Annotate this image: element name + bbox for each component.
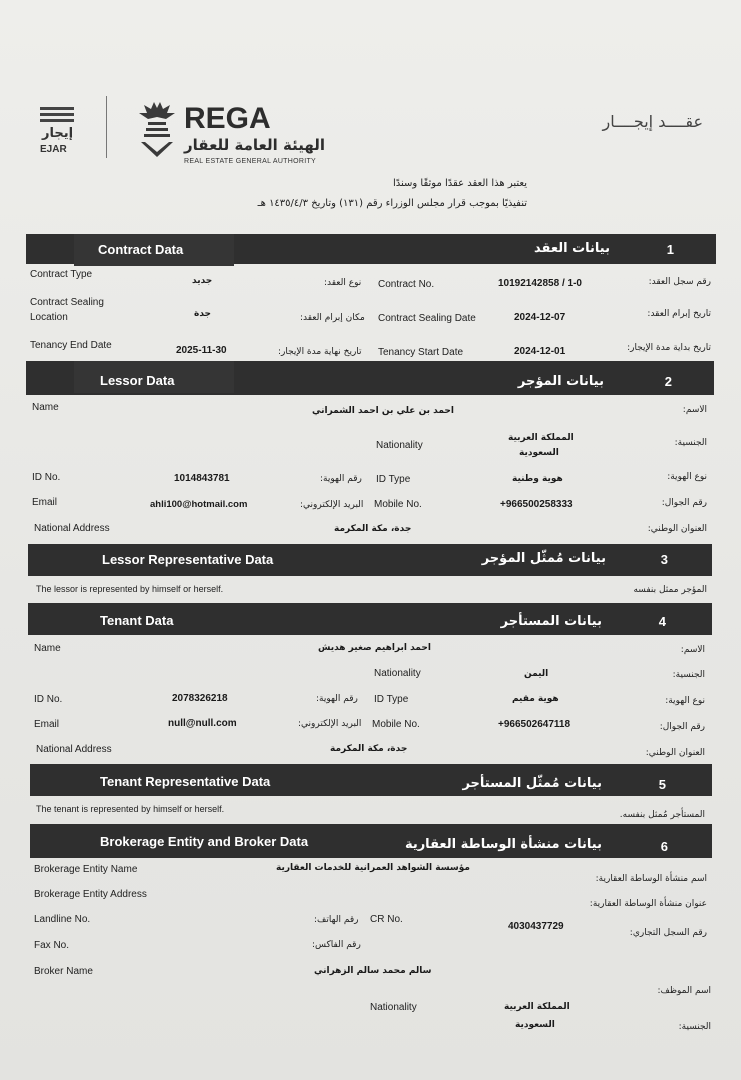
section-title-ar: بيانات مُمثّل المستأجر	[462, 776, 602, 791]
value-broker-nationality-2: السعودية	[515, 1020, 555, 1030]
value-sealing-location: جدة	[194, 309, 211, 319]
value-tenant-address: جدة، مكة المكرمة	[330, 744, 408, 754]
ejar-logo-english: EJAR	[40, 144, 67, 155]
value-tenant-mobile: +966502647118	[498, 719, 571, 730]
label-brokerage-name-ar: اسم منشأة الوساطة العقارية:	[595, 874, 707, 884]
value-contract-type: جديد	[192, 276, 213, 286]
label-tenant-name: Name	[34, 643, 61, 654]
label-sealing-location-ar: مكان إبرام العقد:	[300, 313, 365, 323]
section-header-brokerage	[30, 824, 712, 858]
label-broker-nationality-ar: الجنسية:	[678, 1022, 711, 1032]
label-tenant-address-ar: العنوان الوطني:	[645, 748, 705, 758]
rega-logo-fullname: REAL ESTATE GENERAL AUTHORITY	[184, 158, 317, 165]
preamble-line-1: يعتبر هذا العقد عقدًا موثقًا وسندًا	[392, 178, 527, 189]
rega-logo-text: REGA	[184, 102, 271, 135]
ejar-mark-icon	[36, 104, 80, 126]
header-divider	[106, 96, 107, 158]
section-number: 5	[658, 777, 666, 792]
label-tenancy-end-ar: تاريخ نهاية مدة الإيجار:	[278, 347, 362, 357]
section-title-ar: بيانات المستأجر	[500, 614, 602, 629]
label-cr-no: CR No.	[370, 914, 403, 925]
value-sealing-date: 2024-12-07	[514, 312, 566, 323]
section-number: 2	[664, 374, 672, 389]
label-sealing-location-2: Location	[30, 312, 68, 323]
ejar-logo-arabic: إيجار	[42, 126, 74, 141]
rega-logo	[136, 100, 356, 170]
label-tenancy-start-ar: تاريخ بداية مدة الإيجار:	[627, 343, 711, 353]
rega-palm-icon	[136, 100, 178, 160]
label-fax: Fax No.	[34, 940, 70, 951]
value-lessor-name: احمد بن علي بن احمد الشمراني	[312, 406, 454, 416]
label-lessor-nationality-ar: الجنسية:	[674, 438, 707, 448]
label-tenant-mobile: Mobile No.	[372, 719, 420, 730]
value-lessor-nationality-1: المملكة العربية	[508, 433, 574, 443]
section-title-ar: بيانات منشأة الوساطة العقارية	[404, 837, 602, 852]
lessor-rep-note: The lessor is represented by himself or herself.	[36, 584, 224, 594]
label-sealing-date: Contract Sealing Date	[378, 313, 476, 324]
value-tenant-id: 2078326218	[172, 693, 228, 704]
value-lessor-idtype: هوية وطنية	[512, 474, 563, 484]
value-tenancy-start: 2024-12-01	[514, 346, 566, 357]
label-tenant-email: Email	[34, 719, 60, 730]
label-lessor-name-ar: الاسم:	[682, 405, 707, 415]
section-title-ar: بيانات العقد	[534, 241, 610, 256]
ejar-logo	[36, 104, 80, 158]
label-contract-type-ar: نوع العقد:	[324, 278, 362, 288]
section-title-en: Tenant Representative Data	[100, 774, 271, 789]
value-lessor-email: ahli100@hotmail.com	[150, 499, 248, 510]
value-contract-no: 10192142858 / 1-0	[498, 278, 582, 289]
label-lessor-id-ar: رقم الهوية:	[320, 474, 362, 484]
tenant-rep-note-ar: المستأجر مُمثل بنفسه.	[619, 810, 705, 820]
value-tenant-name: احمد ابراهيم صغير هديش	[318, 643, 431, 653]
value-tenant-idtype: هوية مقيم	[512, 694, 559, 704]
section-title-en: Contract Data	[98, 242, 184, 257]
label-tenant-address: National Address	[36, 744, 112, 755]
section-title-en: Lessor Data	[100, 373, 175, 388]
label-tenant-mobile-ar: رقم الجوال:	[659, 722, 705, 732]
value-lessor-mobile: +966500258333	[500, 499, 573, 510]
section-number: 6	[660, 839, 668, 854]
label-lessor-email: Email	[32, 497, 58, 508]
label-tenant-idtype: ID Type	[374, 694, 409, 705]
label-lessor-email-ar: البريد الإلكتروني:	[300, 500, 364, 510]
label-sealing-location-1: Contract Sealing	[30, 297, 104, 308]
value-brokerage-name: مؤسسة الشواهد العمرانية للخدمات العقارية	[276, 863, 470, 873]
section-title-en: Tenant Data	[100, 613, 174, 628]
label-tenant-idtype-ar: نوع الهوية:	[665, 696, 705, 706]
label-tenant-nationality: Nationality	[374, 668, 421, 679]
value-lessor-nationality-2: السعودية	[519, 448, 559, 458]
label-tenancy-start: Tenancy Start Date	[378, 347, 464, 358]
label-landline-ar: رقم الهاتف:	[314, 915, 359, 925]
section-title-en: Lessor Representative Data	[102, 552, 274, 567]
label-landline: Landline No.	[34, 914, 91, 925]
tenant-rep-note: The tenant is represented by himself or herself.	[36, 804, 225, 814]
section-header-contract	[26, 234, 716, 264]
preamble-line-2: تنفيذيًا بموجب قرار مجلس الوزراء رقم (١٣١) وتاريخ ١٤٣٥/٤/٣ هـ	[257, 198, 527, 209]
label-brokerage-name: Brokerage Entity Name	[34, 864, 138, 875]
value-tenant-email: null@null.com	[168, 718, 237, 729]
section-number: 1	[666, 242, 674, 257]
label-sealing-date-ar: تاريخ إبرام العقد:	[647, 309, 711, 319]
label-lessor-mobile: Mobile No.	[374, 499, 422, 510]
label-lessor-nationality: Nationality	[376, 440, 423, 451]
label-lessor-id: ID No.	[32, 472, 61, 483]
label-tenant-nationality-ar: الجنسية:	[672, 670, 705, 680]
label-contract-no: Contract No.	[378, 279, 435, 290]
label-contract-type: Contract Type	[30, 269, 93, 280]
lessor-rep-note-ar: المؤجر ممثل بنفسه	[633, 585, 707, 595]
label-broker-name: Broker Name	[34, 966, 93, 977]
section-number: 4	[658, 614, 666, 629]
label-fax-ar: رقم الفاكس:	[312, 940, 361, 950]
label-tenancy-end: Tenancy End Date	[30, 340, 112, 351]
section-title-en: Brokerage Entity and Broker Data	[100, 834, 309, 849]
section-header-lessor-rep	[28, 544, 712, 576]
section-header-tenant-rep	[30, 764, 712, 796]
value-tenancy-end: 2025-11-30	[176, 345, 227, 356]
value-broker-name: سالم محمد سالم الزهراني	[314, 966, 432, 976]
label-contract-no-ar: رقم سجل العقد:	[648, 277, 711, 287]
label-lessor-name: Name	[32, 402, 59, 413]
label-lessor-address: National Address	[34, 523, 110, 534]
label-broker-name-ar: اسم الموظف:	[657, 986, 711, 996]
value-cr-no: 4030437729	[508, 921, 564, 932]
value-broker-nationality-1: المملكة العربية	[504, 1002, 570, 1012]
rega-logo-arabic: الهيئة العامة للعقار	[184, 136, 326, 154]
label-lessor-idtype-ar: نوع الهوية:	[667, 472, 707, 482]
label-lessor-address-ar: العنوان الوطني:	[647, 524, 707, 534]
label-tenant-id: ID No.	[34, 694, 63, 705]
label-broker-nationality: Nationality	[370, 1002, 417, 1013]
section-title-ar: بيانات المؤجر	[517, 374, 604, 389]
section-header-lessor	[26, 361, 714, 395]
value-tenant-nationality: اليمن	[524, 669, 549, 679]
label-lessor-idtype: ID Type	[376, 474, 411, 485]
value-lessor-id: 1014843781	[174, 473, 230, 484]
label-cr-no-ar: رقم السجل التجاري:	[629, 928, 707, 938]
label-tenant-email-ar: البريد الإلكتروني:	[298, 719, 362, 729]
label-brokerage-address-ar: عنوان منشأة الوساطة العقارية:	[589, 899, 707, 909]
document-title: عقــــد إيجــــار	[602, 112, 703, 131]
label-tenant-id-ar: رقم الهوية:	[316, 694, 358, 704]
label-tenant-name-ar: الاسم:	[680, 645, 705, 655]
label-lessor-mobile-ar: رقم الجوال:	[661, 498, 707, 508]
section-title-ar: بيانات مُمثّل المؤجر	[481, 551, 606, 566]
label-brokerage-address: Brokerage Entity Address	[34, 889, 147, 900]
value-lessor-address: جدة، مكة المكرمة	[334, 524, 412, 534]
section-number: 3	[660, 552, 668, 567]
section-header-tenant	[28, 603, 712, 635]
